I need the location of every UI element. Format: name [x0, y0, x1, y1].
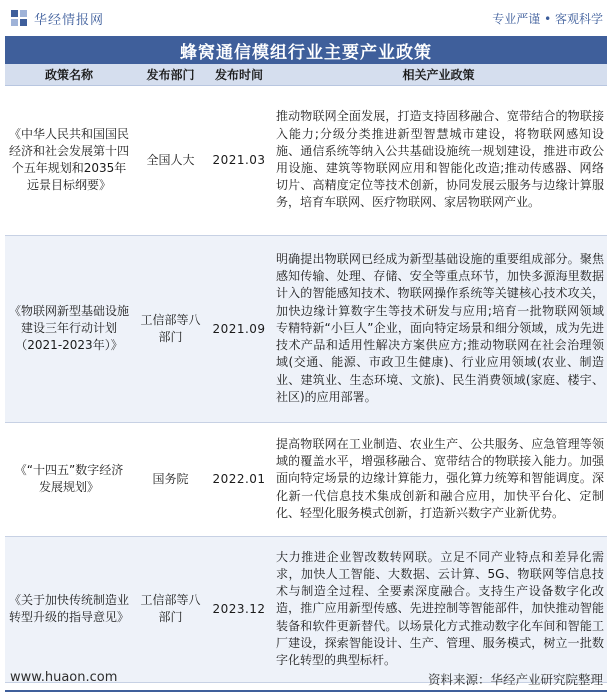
department-cell: 工信部等八部门 [133, 536, 208, 682]
policy-content-cell: 提高物联网在工业制造、农业生产、公共服务、应急管理等领域的覆盖水平，增强移融合、宽带结合的物联接入能力。加强面向特定场景的边缘计算能力，强化算力统筹和智能调度。深化新一代信息技术集成创新和融合应用，加快平台化、定制化、轻型化服务模式创新，打造新兴数字产业新优势。 [270, 422, 607, 536]
policy-name-cell: 《关于加快传统制造业转型升级的指导意见》 [5, 536, 133, 682]
date-cell: 2021.03 [208, 85, 270, 235]
policy-name-cell: 《中华人民共和国国民经济和社会发展第十四个五年规划和2035年远景目标纲要》 [5, 85, 133, 235]
brand-name: 华经情报网 [34, 12, 105, 28]
policy-content-cell: 推动物联网全面发展，打造支持固移融合、宽带结合的物联接入能力;分级分类推进新型智慧城市建设，将物联网感知设施、通信系统等纳入公共基础设施统一规划建设，推进市政公用设施、建筑等物联网应用和智能化改造;推动传感器、网络切片、高精度定位等技术创新，协同发展云服务与边缘计算服务，培育车联网、医疗物联网、家居物联网产业。 [270, 85, 607, 235]
table-row [5, 422, 607, 536]
column-header-department: 发布部门 [133, 64, 208, 85]
footer [0, 666, 611, 696]
table-row [5, 235, 607, 422]
footer-source: 资料来源：华经产业研究院整理 [427, 672, 603, 687]
department-cell: 工信部等八部门 [133, 235, 208, 422]
date-cell: 2023.12 [208, 536, 270, 682]
policy-table [5, 64, 607, 683]
date-cell: 2022.01 [208, 422, 270, 536]
policy-content-cell: 大力推进企业智改数转网联。立足不同产业特点和差异化需求，加快人工智能、大数据、云计算、5G、物联网等信息技术与制造全过程、全要素深度融合。支持生产设备数字化改造，推广应用新型传感、先进控制等智能部件，加快推动智能装备和软件更新替代。以场景化方式推动数字化车间和智能工厂建设，探索智能设计、生产、管理、服务模式，树立一批数字化转型的典型标杆。 [270, 536, 607, 682]
column-header-policy-name: 政策名称 [5, 64, 133, 85]
page-title: 蜂窝通信模组行业主要产业政策 [5, 36, 607, 64]
brand[interactable] [10, 9, 104, 28]
policy-name-cell: 《物联网新型基础设施建设三年行动计划（2021-2023年）》 [5, 235, 133, 422]
table-row [5, 85, 607, 235]
top-bar [0, 0, 611, 36]
slogan: 专业严谨 • 客观科学 [492, 11, 603, 26]
footer-divider [5, 690, 607, 692]
table-row [5, 536, 607, 682]
policy-name-cell: 《“十四五”数字经济发展规划》 [5, 422, 133, 536]
policy-content-cell: 明确提出物联网已经成为新型基础设施的重要组成部分。聚焦感知传输、处理、存储、安全等重点环节，加快多源海里数据计入的智能感知技术、物联网操作系统等关键核心技术攻关，加快边缘计算数字生等技术研发与应用;培育一批物联网领域专精特新“小巨人”企业，面向特定场景和细分领域，成为先进技术产品和适用性解决方案供应方;推动物联网在社会治理领域(交通、能源、市政卫生健康)、行业应用领域(农业、制造业、建筑业、生态环境、文旅)、民生消费领域(家庭、楼宇、社区)的应用部署。 [270, 235, 607, 422]
department-cell: 全国人大 [133, 85, 208, 235]
table-header-row [5, 64, 607, 85]
column-header-policy-content: 相关产业政策 [270, 64, 607, 85]
footer-url-link[interactable]: www.huaon.com [10, 670, 118, 685]
huajing-logo-icon [10, 9, 28, 27]
column-header-date: 发布时间 [208, 64, 270, 85]
department-cell: 国务院 [133, 422, 208, 536]
date-cell: 2021.09 [208, 235, 270, 422]
